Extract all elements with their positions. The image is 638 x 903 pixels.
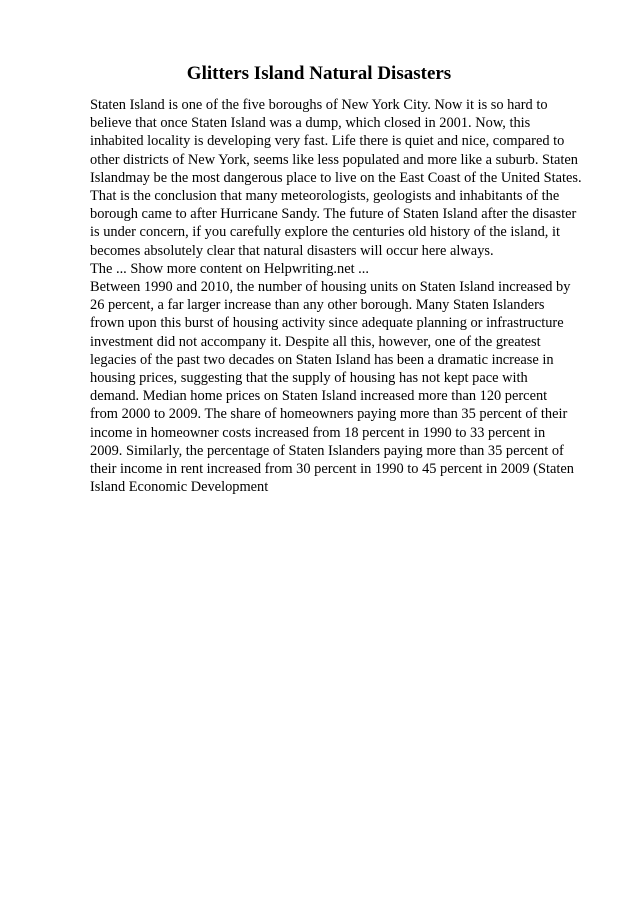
body-line: their income in rent increased from 30 percent in 1990 to 45 percent in 2009 (Staten xyxy=(90,461,574,478)
body-line: The ... Show more content on Helpwriting.net ... xyxy=(90,260,369,277)
body-line: demand. Median home prices on Staten Island increased more than 120 percent xyxy=(90,388,548,405)
body-line: inhabited locality is developing very fast. Life there is quiet and nice, compared to xyxy=(90,133,565,150)
body-line: 26 percent, a far larger increase than any other borough. Many Staten Islanders xyxy=(90,297,545,314)
body-line: from 2000 to 2009. The share of homeowners paying more than 35 percent of their xyxy=(90,406,568,423)
body-line: becomes absolutely clear that natural disasters will occur here always. xyxy=(90,242,494,259)
body-line: is under concern, if you carefully explore the centuries old history of the island, it xyxy=(90,224,560,241)
body-line: 2009. Similarly, the percentage of Staten Islanders paying more than 35 percent of xyxy=(90,442,564,459)
body-line: Island Economic Development xyxy=(90,479,269,496)
body-line: income in homeowner costs increased from 18 percent in 1990 to 33 percent in xyxy=(90,424,546,441)
body-line: Between 1990 and 2010, the number of housing units on Staten Island increased by xyxy=(90,279,571,296)
body-line: believe that once Staten Island was a dump, which closed in 2001. Now, this xyxy=(90,115,531,132)
body-line: housing prices, suggesting that the supply of housing has not kept pace with xyxy=(90,370,528,387)
body-line: investment did not accompany it. Despite all this, however, one of the greatest xyxy=(90,333,541,350)
body-line: That is the conclusion that many meteorologists, geologists and inhabitants of the xyxy=(90,188,560,205)
document-body xyxy=(90,96,590,496)
body-line: borough came to after Hurricane Sandy. The future of Staten Island after the disaster xyxy=(90,206,577,223)
body-line: Islandmay be the most dangerous place to live on the East Coast of the United States. xyxy=(90,169,582,186)
body-line: legacies of the past two decades on Staten Island has been a dramatic increase in xyxy=(90,351,554,368)
body-line: other districts of New York, seems like less populated and more like a suburb. Staten xyxy=(90,151,578,168)
body-line: frown upon this burst of housing activity since adequate planning or infrastructure xyxy=(90,315,564,332)
document-title: Glitters Island Natural Disasters xyxy=(186,63,452,84)
body-line: Staten Island is one of the five boroughs of New York City. Now it is so hard to xyxy=(90,97,548,113)
